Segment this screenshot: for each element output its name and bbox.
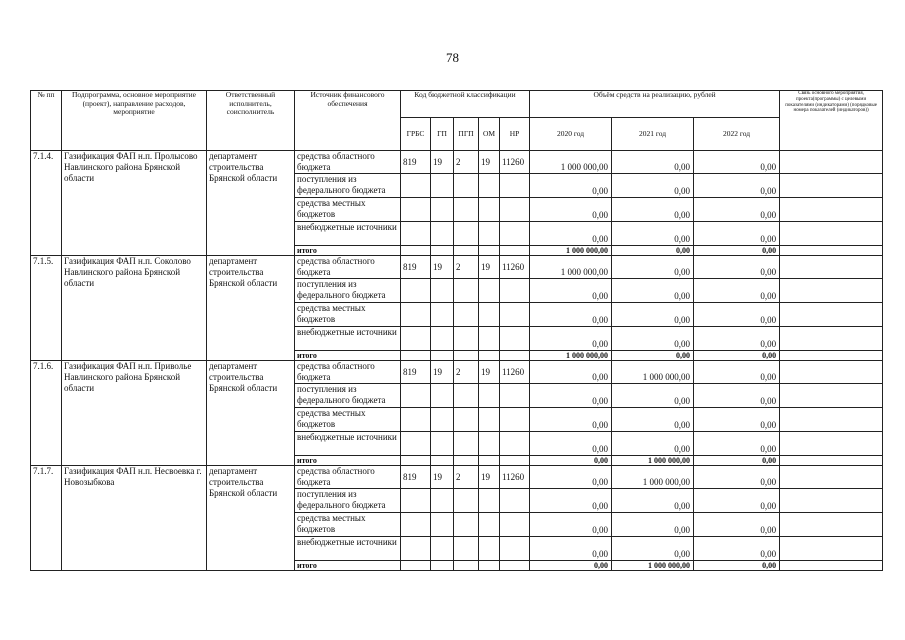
- source-label: средства местных бюджетов: [295, 408, 401, 432]
- budget-code-cell: [401, 537, 431, 561]
- budget-code-cell: [401, 561, 431, 571]
- budget-code-cell: [500, 327, 530, 351]
- amount-cell: 0,00: [612, 408, 694, 432]
- budget-code-cell: 819: [401, 466, 431, 489]
- link-cell: [780, 174, 883, 198]
- header-name: Подпрограмма, основное мероприятие (проект), направление расходов, мероприятие: [62, 91, 207, 151]
- amount-cell: 0,00: [612, 489, 694, 513]
- budget-code-cell: 11260: [500, 256, 530, 279]
- amount-cell: 0,00: [612, 151, 694, 174]
- budget-code-cell: [454, 279, 479, 303]
- source-label: средства местных бюджетов: [295, 303, 401, 327]
- amount-cell: 0,00: [530, 456, 612, 466]
- budget-code-cell: [454, 198, 479, 222]
- link-cell: [780, 198, 883, 222]
- link-cell: [780, 561, 883, 571]
- budget-code-cell: [500, 408, 530, 432]
- amount-cell: 0,00: [530, 432, 612, 456]
- budget-code-cell: 19: [479, 256, 500, 279]
- budget-code-cell: [454, 489, 479, 513]
- budget-code-cell: [454, 513, 479, 537]
- budget-code-cell: [454, 537, 479, 561]
- budget-code-cell: [479, 246, 500, 256]
- responsible-executor: департамент строительства Брянской области: [207, 151, 295, 256]
- budget-code-cell: 19: [479, 151, 500, 174]
- budget-code-cell: [500, 432, 530, 456]
- amount-cell: 0,00: [530, 174, 612, 198]
- budget-code-cell: 819: [401, 361, 431, 384]
- budget-code-cell: [500, 303, 530, 327]
- header-responsible: Ответственный исполнитель, соисполнитель: [207, 91, 295, 151]
- page-number: 78: [446, 50, 459, 65]
- budget-code-cell: 2: [454, 466, 479, 489]
- amount-cell: 0,00: [694, 466, 780, 489]
- measure-name: Газификация ФАП н.п. Приволье Навлинского района Брянской области: [62, 361, 207, 466]
- budget-code-cell: [479, 303, 500, 327]
- budget-code-cell: 11260: [500, 361, 530, 384]
- budget-code-cell: 819: [401, 256, 431, 279]
- header-2021: 2021 год: [612, 118, 694, 151]
- budget-code-cell: [401, 351, 431, 361]
- budget-code-cell: [431, 279, 454, 303]
- amount-cell: 0,00: [694, 303, 780, 327]
- source-label: внебюджетные источники: [295, 327, 401, 351]
- amount-cell: 0,00: [530, 537, 612, 561]
- amount-cell: 0,00: [694, 256, 780, 279]
- measure-name: Газификация ФАП н.п. Пролысово Навлинского района Брянской области: [62, 151, 207, 256]
- link-cell: [780, 256, 883, 279]
- budget-code-cell: 11260: [500, 151, 530, 174]
- budget-code-cell: 19: [431, 466, 454, 489]
- budget-code-cell: [431, 456, 454, 466]
- amount-cell: 1 000 000,00: [612, 466, 694, 489]
- budget-code-cell: [401, 384, 431, 408]
- amount-cell: 0,00: [530, 489, 612, 513]
- amount-cell: 0,00: [694, 513, 780, 537]
- header-2022: 2022 год: [694, 118, 780, 151]
- amount-cell: 0,00: [612, 384, 694, 408]
- amount-cell: 0,00: [694, 222, 780, 246]
- link-cell: [780, 537, 883, 561]
- budget-code-cell: [431, 222, 454, 246]
- amount-cell: 0,00: [612, 198, 694, 222]
- budget-code-cell: [431, 351, 454, 361]
- amount-cell: 0,00: [530, 198, 612, 222]
- amount-cell: 0,00: [694, 327, 780, 351]
- source-label: средства областного бюджета: [295, 256, 401, 279]
- link-cell: [780, 327, 883, 351]
- table-row: [31, 361, 883, 384]
- link-cell: [780, 456, 883, 466]
- budget-code-cell: [454, 561, 479, 571]
- budget-code-cell: [454, 327, 479, 351]
- budget-code-cell: [431, 327, 454, 351]
- budget-code-cell: [454, 303, 479, 327]
- amount-cell: 0,00: [530, 279, 612, 303]
- header-source: Источник финансового обеспечения: [295, 91, 401, 151]
- budget-code-cell: [479, 384, 500, 408]
- budget-code-cell: [479, 456, 500, 466]
- amount-cell: 0,00: [530, 408, 612, 432]
- link-cell: [780, 222, 883, 246]
- amount-cell: 0,00: [612, 222, 694, 246]
- budget-code-cell: [431, 384, 454, 408]
- amount-cell: 0,00: [694, 432, 780, 456]
- source-label: поступления из федерального бюджета: [295, 384, 401, 408]
- header-om: ОМ: [479, 118, 500, 151]
- budget-code-cell: 19: [479, 361, 500, 384]
- amount-cell: 0,00: [612, 537, 694, 561]
- budget-code-cell: [431, 174, 454, 198]
- source-label: итого: [295, 351, 401, 361]
- source-label: итого: [295, 561, 401, 571]
- budget-code-cell: [479, 408, 500, 432]
- budget-code-cell: [500, 174, 530, 198]
- budget-code-cell: [401, 456, 431, 466]
- link-cell: [780, 432, 883, 456]
- budget-code-cell: [479, 222, 500, 246]
- amount-cell: 0,00: [694, 279, 780, 303]
- budget-code-cell: [479, 174, 500, 198]
- budget-code-cell: [479, 561, 500, 571]
- amount-cell: 0,00: [694, 351, 780, 361]
- row-number: 7.1.6.: [31, 361, 62, 466]
- budget-code-cell: 19: [431, 256, 454, 279]
- amount-cell: 0,00: [530, 513, 612, 537]
- measure-name: Газификация ФАП н.п. Несвоевка г. Новозыбкова: [62, 466, 207, 571]
- header-grbs: ГРБС: [401, 118, 431, 151]
- budget-code-cell: [401, 513, 431, 537]
- source-label: итого: [295, 456, 401, 466]
- amount-cell: 0,00: [694, 384, 780, 408]
- source-label: средства местных бюджетов: [295, 198, 401, 222]
- source-label: средства областного бюджета: [295, 151, 401, 174]
- budget-code-cell: [454, 246, 479, 256]
- budget-code-cell: [454, 222, 479, 246]
- amount-cell: 1 000 000,00: [530, 351, 612, 361]
- link-cell: [780, 351, 883, 361]
- amount-cell: 0,00: [694, 198, 780, 222]
- responsible-executor: департамент строительства Брянской области: [207, 361, 295, 466]
- budget-code-cell: [401, 489, 431, 513]
- budget-code-cell: [431, 561, 454, 571]
- budget-code-cell: 2: [454, 361, 479, 384]
- budget-code-cell: [500, 384, 530, 408]
- amount-cell: 0,00: [694, 489, 780, 513]
- row-number: 7.1.7.: [31, 466, 62, 571]
- budget-code-cell: [500, 489, 530, 513]
- amount-cell: 0,00: [612, 432, 694, 456]
- budget-code-cell: [401, 303, 431, 327]
- budget-code-cell: [431, 408, 454, 432]
- budget-code-cell: [479, 513, 500, 537]
- budget-code-cell: [500, 351, 530, 361]
- budget-code-cell: [431, 246, 454, 256]
- budget-code-cell: 2: [454, 151, 479, 174]
- amount-cell: 1 000 000,00: [530, 256, 612, 279]
- budget-code-cell: [500, 537, 530, 561]
- budget-code-cell: [401, 198, 431, 222]
- link-cell: [780, 361, 883, 384]
- amount-cell: 0,00: [694, 561, 780, 571]
- header-volume: Объём средств на реализацию, рублей: [530, 91, 780, 118]
- budget-code-cell: [401, 174, 431, 198]
- budget-code-cell: 19: [431, 361, 454, 384]
- header-np: НР: [500, 118, 530, 151]
- amount-cell: 0,00: [612, 256, 694, 279]
- link-cell: [780, 513, 883, 537]
- amount-cell: 0,00: [612, 327, 694, 351]
- source-label: внебюджетные источники: [295, 432, 401, 456]
- table-row: [31, 151, 883, 174]
- amount-cell: 0,00: [530, 222, 612, 246]
- budget-code-cell: [500, 279, 530, 303]
- budget-code-cell: [454, 384, 479, 408]
- link-cell: [780, 151, 883, 174]
- budget-code-cell: [454, 456, 479, 466]
- budget-table: [30, 90, 883, 571]
- amount-cell: 0,00: [694, 151, 780, 174]
- budget-code-cell: [401, 327, 431, 351]
- source-label: поступления из федерального бюджета: [295, 279, 401, 303]
- amount-cell: 0,00: [612, 246, 694, 256]
- budget-code-cell: [454, 432, 479, 456]
- source-label: итого: [295, 246, 401, 256]
- budget-code-cell: [431, 513, 454, 537]
- amount-cell: 1 000 000,00: [612, 456, 694, 466]
- budget-code-cell: 11260: [500, 466, 530, 489]
- budget-code-cell: [431, 198, 454, 222]
- budget-code-cell: [479, 351, 500, 361]
- row-number: 7.1.4.: [31, 151, 62, 256]
- budget-code-cell: [431, 432, 454, 456]
- budget-code-cell: [479, 432, 500, 456]
- link-cell: [780, 246, 883, 256]
- budget-code-cell: 819: [401, 151, 431, 174]
- header-2020: 2020 год: [530, 118, 612, 151]
- table-row: [31, 256, 883, 279]
- budget-code-cell: 19: [479, 466, 500, 489]
- amount-cell: 1 000 000,00: [530, 246, 612, 256]
- budget-code-cell: [500, 198, 530, 222]
- source-label: средства местных бюджетов: [295, 513, 401, 537]
- amount-cell: 0,00: [530, 561, 612, 571]
- amount-cell: 1 000 000,00: [612, 561, 694, 571]
- source-label: средства областного бюджета: [295, 466, 401, 489]
- amount-cell: 0,00: [530, 303, 612, 327]
- budget-code-cell: [479, 279, 500, 303]
- responsible-executor: департамент строительства Брянской области: [207, 466, 295, 571]
- amount-cell: 0,00: [612, 513, 694, 537]
- amount-cell: 0,00: [612, 174, 694, 198]
- header-pgp: ПГП: [454, 118, 479, 151]
- amount-cell: 0,00: [530, 384, 612, 408]
- amount-cell: 0,00: [612, 351, 694, 361]
- source-label: внебюджетные источники: [295, 222, 401, 246]
- budget-code-cell: [500, 456, 530, 466]
- amount-cell: 0,00: [694, 537, 780, 561]
- budget-code-cell: 19: [431, 151, 454, 174]
- source-label: поступления из федерального бюджета: [295, 489, 401, 513]
- budget-code-cell: [454, 174, 479, 198]
- amount-cell: 0,00: [694, 456, 780, 466]
- budget-code-cell: [479, 537, 500, 561]
- budget-code-cell: [401, 222, 431, 246]
- budget-code-cell: [454, 408, 479, 432]
- header-num: № пп: [31, 91, 62, 151]
- header-gp: ГП: [431, 118, 454, 151]
- amount-cell: 0,00: [530, 361, 612, 384]
- budget-code-cell: [401, 279, 431, 303]
- measure-name: Газификация ФАП н.п. Соколово Навлинского района Брянской области: [62, 256, 207, 361]
- budget-code-cell: [479, 198, 500, 222]
- amount-cell: 0,00: [694, 174, 780, 198]
- amount-cell: 0,00: [612, 279, 694, 303]
- source-label: средства областного бюджета: [295, 361, 401, 384]
- budget-code-cell: [401, 246, 431, 256]
- table-body: [31, 151, 883, 571]
- budget-code-cell: [479, 489, 500, 513]
- link-cell: [780, 279, 883, 303]
- budget-code-cell: [500, 246, 530, 256]
- budget-code-cell: [500, 222, 530, 246]
- link-cell: [780, 466, 883, 489]
- amount-cell: 1 000 000,00: [530, 151, 612, 174]
- amount-cell: 0,00: [694, 246, 780, 256]
- amount-cell: 1 000 000,00: [612, 361, 694, 384]
- budget-code-cell: [500, 561, 530, 571]
- link-cell: [780, 384, 883, 408]
- amount-cell: 0,00: [694, 408, 780, 432]
- link-cell: [780, 489, 883, 513]
- source-label: внебюджетные источники: [295, 537, 401, 561]
- responsible-executor: департамент строительства Брянской области: [207, 256, 295, 361]
- budget-code-cell: [431, 537, 454, 561]
- budget-code-cell: [401, 408, 431, 432]
- budget-code-cell: [454, 351, 479, 361]
- source-label: поступления из федерального бюджета: [295, 174, 401, 198]
- budget-code-cell: [479, 327, 500, 351]
- row-number: 7.1.5.: [31, 256, 62, 361]
- amount-cell: 0,00: [612, 303, 694, 327]
- table-row: [31, 466, 883, 489]
- amount-cell: 0,00: [530, 327, 612, 351]
- budget-code-cell: [500, 513, 530, 537]
- budget-code-cell: [401, 432, 431, 456]
- budget-code-cell: 2: [454, 256, 479, 279]
- header-budget-code: Код бюджетной классификации: [401, 91, 530, 118]
- link-cell: [780, 303, 883, 327]
- amount-cell: 0,00: [530, 466, 612, 489]
- budget-code-cell: [431, 489, 454, 513]
- link-cell: [780, 408, 883, 432]
- header-link: Связь основного мероприятия, проекта(программы) с целевыми показателями (индикаторами) (порядковые номера показателей (индикаторов)): [780, 91, 883, 151]
- amount-cell: 0,00: [694, 361, 780, 384]
- budget-code-cell: [431, 303, 454, 327]
